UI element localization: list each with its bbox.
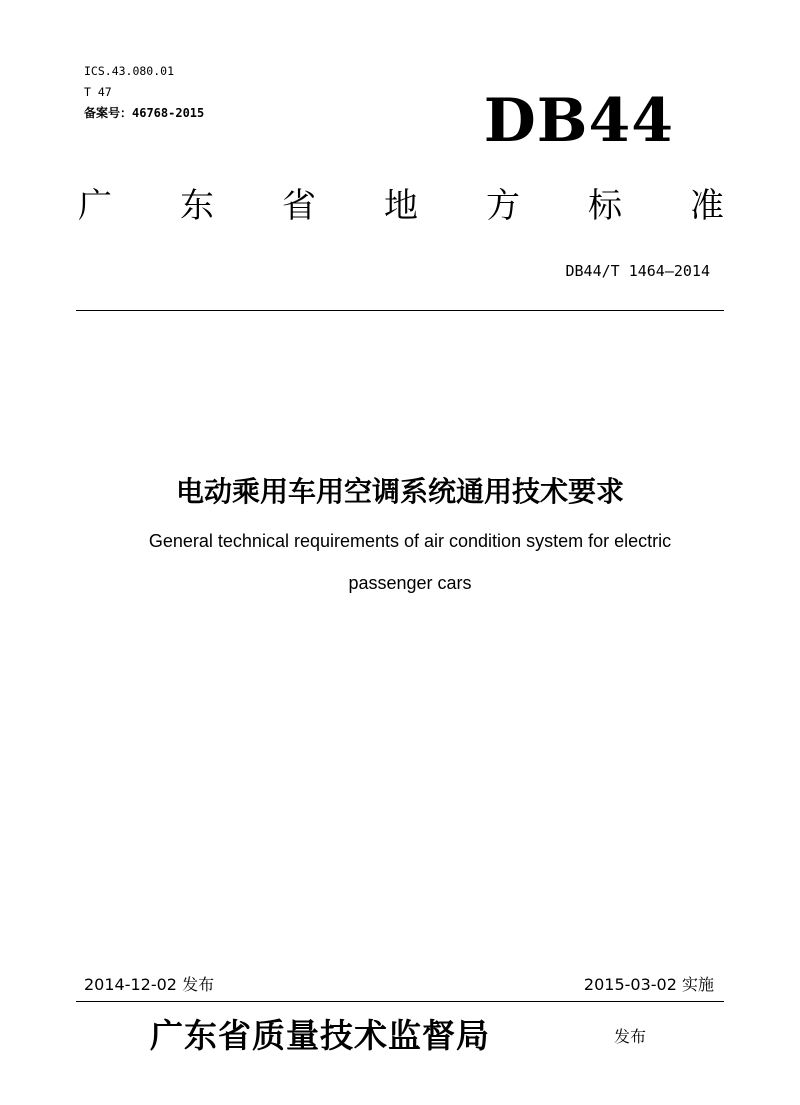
- filing-number: 备案号：46768-2015: [84, 106, 205, 120]
- standard-code-logo: DB44: [483, 86, 674, 156]
- document-title-en-line1: General technical requirements of air condition system for electric: [148, 531, 672, 551]
- title-char: 标: [588, 186, 622, 226]
- title-char: 准: [690, 186, 724, 226]
- document-title-en-line2: passenger cars: [348, 573, 472, 593]
- bottom-divider: [76, 1001, 724, 1002]
- issue-date: 2014-12-02 发布: [84, 975, 215, 994]
- top-divider: [76, 310, 724, 311]
- publish-label: 发布: [614, 1027, 647, 1046]
- title-char: 方: [486, 186, 520, 226]
- standard-type-title: [78, 186, 724, 226]
- standard-number: DB44/T 1464—2014: [565, 262, 710, 280]
- title-char: 广: [78, 186, 112, 226]
- document-title-cn: 电动乘用车用空调系统通用技术要求: [175, 475, 624, 508]
- classification-code: T 47: [84, 85, 112, 99]
- publisher-name: 广东省质量技术监督局: [150, 1016, 490, 1055]
- title-char: 省: [282, 186, 316, 226]
- title-char: 东: [180, 186, 214, 226]
- implementation-date: 2015-03-02 实施: [583, 975, 714, 994]
- title-char: 地: [384, 186, 418, 226]
- ics-code: ICS.43.080.01: [84, 64, 175, 78]
